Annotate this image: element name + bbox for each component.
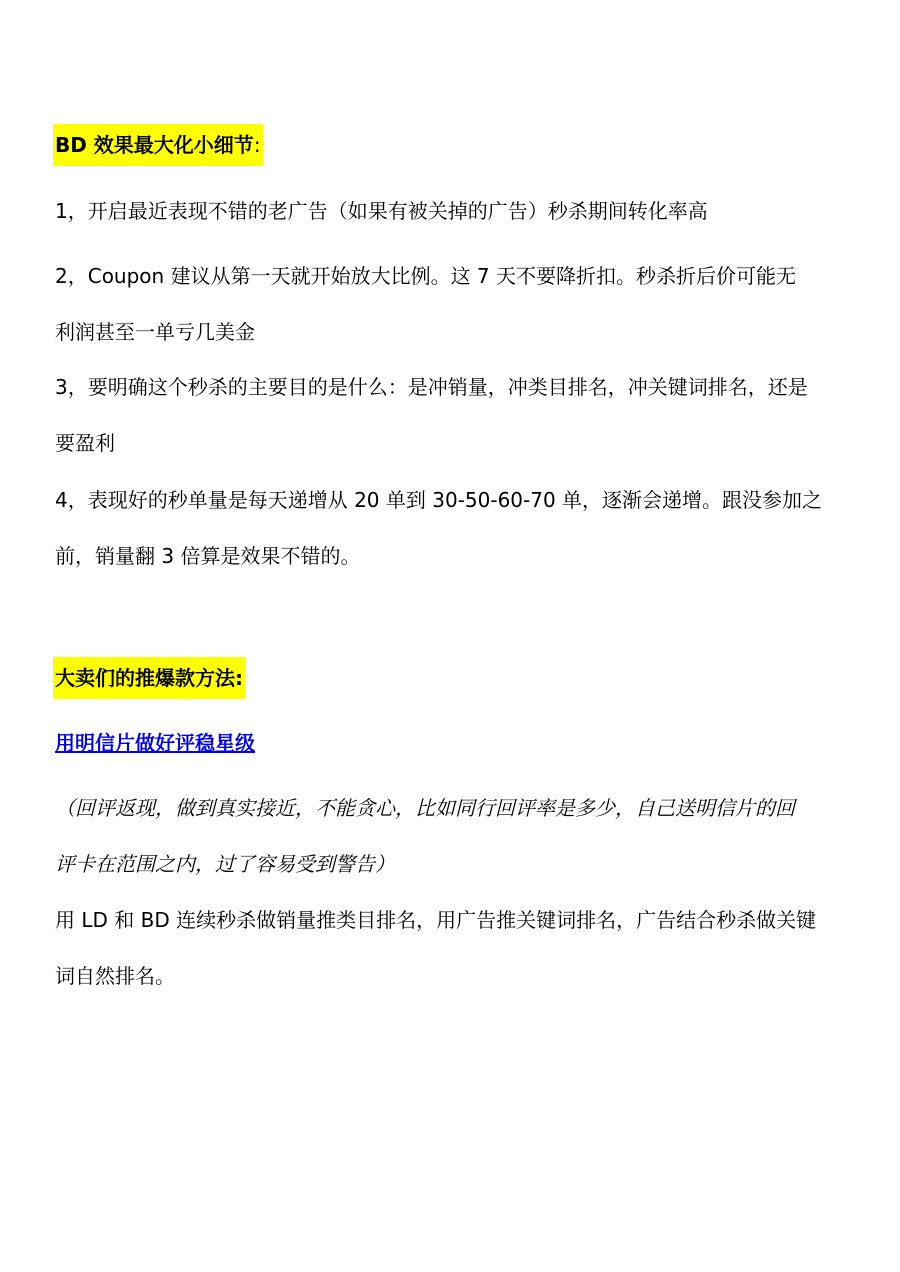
list-item-line: 前，销量翻 3 倍算是效果不错的。 [55, 544, 361, 568]
list-item-4 [55, 472, 855, 584]
body-paragraph [55, 892, 855, 1004]
note-paragraph [55, 780, 855, 892]
list-item-2 [55, 248, 855, 360]
list-item-line: 利润甚至一单亏几美金 [55, 320, 255, 344]
note-line: 评卡在范围之内，过了容易受到警告） [55, 852, 395, 876]
list-item-line: 1，开启最近表现不错的老广告（如果有被关掉的广告）秒杀期间转化率高 [55, 199, 708, 223]
list-item-line: 要盈利 [55, 431, 115, 455]
list-item-line: 4，表现好的秒单量是每天递增从 20 单到 30-50-60-70 单，逐渐会递增。跟没参加之 [55, 488, 823, 512]
heading-colon: : [253, 133, 261, 157]
body-line: 词自然排名。 [55, 964, 175, 988]
body-line: 用 LD 和 BD 连续秒杀做销量推类目排名，用广告推关键词排名，广告结合秒杀做关键 [55, 908, 817, 932]
heading-text: BD 效果最大化小细节 [55, 133, 254, 157]
heading-highlight [53, 657, 245, 699]
section-heading-bd [53, 124, 271, 166]
list-item-1 [55, 183, 855, 239]
section-heading-methods [53, 657, 253, 699]
heading-text: 大卖们的推爆款方法: [55, 666, 243, 690]
postcard-method-link[interactable]: 用明信片做好评稳星级 [55, 731, 255, 755]
list-item-line: 2，Coupon 建议从第一天就开始放大比例。这 7 天不要降折扣。秒杀折后价可能无 [55, 264, 797, 288]
list-item-line: 3，要明确这个秒杀的主要目的是什么：是冲销量，冲类目排名，冲关键词排名，还是 [55, 375, 808, 399]
list-item-3 [55, 359, 855, 471]
heading-highlight [53, 124, 263, 166]
note-line: （回评返现，做到真实接近，不能贪心，比如同行回评率是多少，自己送明信片的回 [55, 796, 795, 820]
